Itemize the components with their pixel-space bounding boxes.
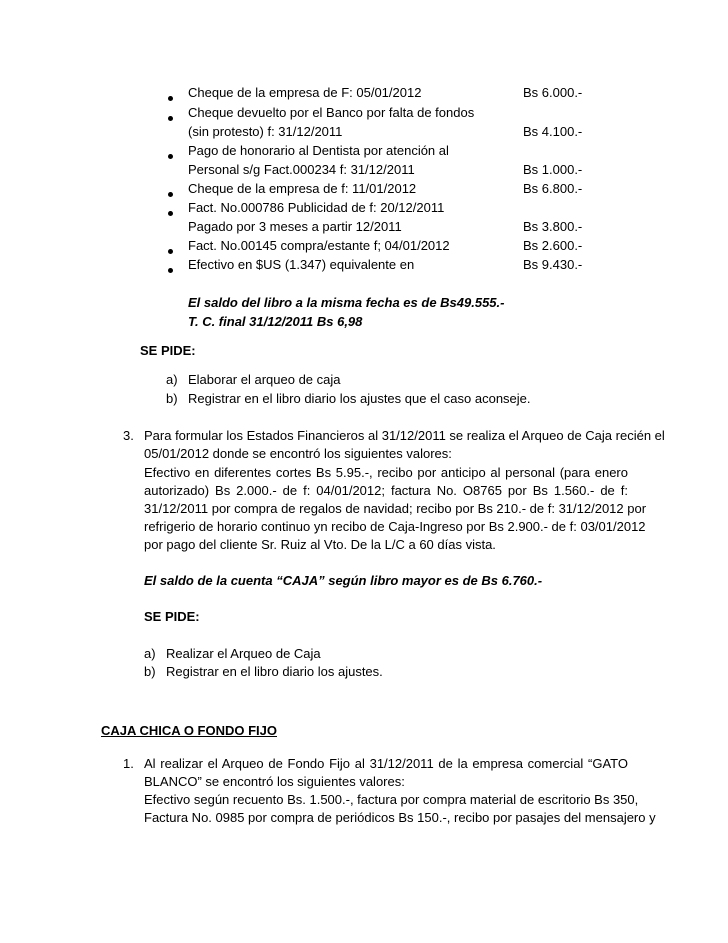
- bullet-marker: [168, 154, 173, 159]
- bullet-amount: Bs 1.000.-: [523, 162, 583, 177]
- bullet-text: Pagado por 3 meses a partir 12/2011: [188, 219, 402, 234]
- saldo-caja: El saldo de la cuenta “CAJA” según libro mayor es de Bs 6.760.-: [144, 573, 543, 588]
- se-pide-heading: SE PIDE:: [140, 343, 196, 358]
- paragraph-line: Factura No. 0985 por compra de periódicos Bs 150.-, recibo por pasajes del mensajero y: [144, 810, 656, 825]
- bullet-amount: Bs 9.430.-: [523, 257, 583, 272]
- task-text: Elaborar el arqueo de caja: [188, 372, 341, 387]
- paragraph-line: por pago del cliente Sr. Ruiz al Vto. De la L/C a 60 días vista.: [144, 537, 496, 552]
- bullet-amount: Bs 6.800.-: [523, 181, 583, 196]
- task-text: Registrar en el libro diario los ajustes que el caso aconseje.: [188, 391, 531, 406]
- paragraph-line: 31/12/2011 por compra de regalos de navidad; recibo por Bs 210.- de f: 31/12/2012 por: [144, 501, 647, 516]
- paragraph-line: Al realizar el Arqueo de Fondo Fijo al 31/12/2011 de la empresa comercial “GATO: [144, 756, 628, 771]
- task-marker: b): [166, 391, 178, 406]
- bullet-text: Cheque de la empresa de F: 05/01/2012: [188, 85, 422, 100]
- bullet-text: Cheque devuelto por el Banco por falta de fondos: [188, 105, 475, 120]
- paragraph-line: Efectivo según recuento Bs. 1.500.-, factura por compra material de escritorio Bs 350,: [144, 792, 639, 807]
- task-marker: a): [144, 646, 156, 661]
- paragraph-line: BLANCO” se encontró los siguientes valores:: [144, 774, 405, 789]
- se-pide-heading: SE PIDE:: [144, 609, 200, 624]
- paragraph-line: autorizado) Bs 2.000.- de f: 04/01/2012; factura No. O8765 por Bs 1.560.- de f:: [144, 483, 628, 498]
- bullet-text: Fact. No.00145 compra/estante f; 04/01/2012: [188, 238, 450, 253]
- bullet-amount: Bs 2.600.-: [523, 238, 583, 253]
- bullet-amount: Bs 4.100.-: [523, 124, 583, 139]
- bullet-text: Efectivo en $US (1.347) equivalente en: [188, 257, 415, 272]
- bullet-text: Pago de honorario al Dentista por atención al: [188, 143, 449, 158]
- task-marker: b): [144, 664, 156, 679]
- bullet-amount: Bs 6.000.-: [523, 85, 583, 100]
- bullet-text: (sin protesto) f: 31/12/2011: [188, 124, 343, 139]
- tipo-cambio-final: T. C. final 31/12/2011 Bs 6,98: [188, 314, 363, 329]
- bullet-marker: [168, 249, 173, 254]
- bullet-marker: [168, 268, 173, 273]
- item-number: 1.: [123, 756, 134, 771]
- paragraph-line: Para formular los Estados Financieros al 31/12/2011 se realiza el Arqueo de Caja recién el: [144, 428, 665, 443]
- bullet-text: Cheque de la empresa de f: 11/01/2012: [188, 181, 417, 196]
- item-number: 3.: [123, 428, 134, 443]
- paragraph-line: refrigerio de horario continuo yn recibo de Caja-Ingreso por Bs 2.900.- de f: 03/01/2012: [144, 519, 646, 534]
- task-marker: a): [166, 372, 178, 387]
- bullet-marker: [168, 211, 173, 216]
- bullet-text: Personal s/g Fact.000234 f: 31/12/2011: [188, 162, 415, 177]
- task-text: Realizar el Arqueo de Caja: [166, 646, 321, 661]
- paragraph-line: Efectivo en diferentes cortes Bs 5.95.-, recibo por anticipo al personal (para enero: [144, 465, 628, 480]
- bullet-marker: [168, 96, 173, 101]
- saldo-libro: El saldo del libro a la misma fecha es de Bs49.555.-: [188, 295, 505, 310]
- bullet-amount: Bs 3.800.-: [523, 219, 583, 234]
- section-title: CAJA CHICA O FONDO FIJO: [101, 723, 277, 738]
- task-text: Registrar en el libro diario los ajustes.: [166, 664, 383, 679]
- bullet-text: Fact. No.000786 Publicidad de f: 20/12/2011: [188, 200, 445, 215]
- bullet-marker: [168, 116, 173, 121]
- paragraph-line: 05/01/2012 donde se encontró los siguientes valores:: [144, 446, 452, 461]
- bullet-marker: [168, 192, 173, 197]
